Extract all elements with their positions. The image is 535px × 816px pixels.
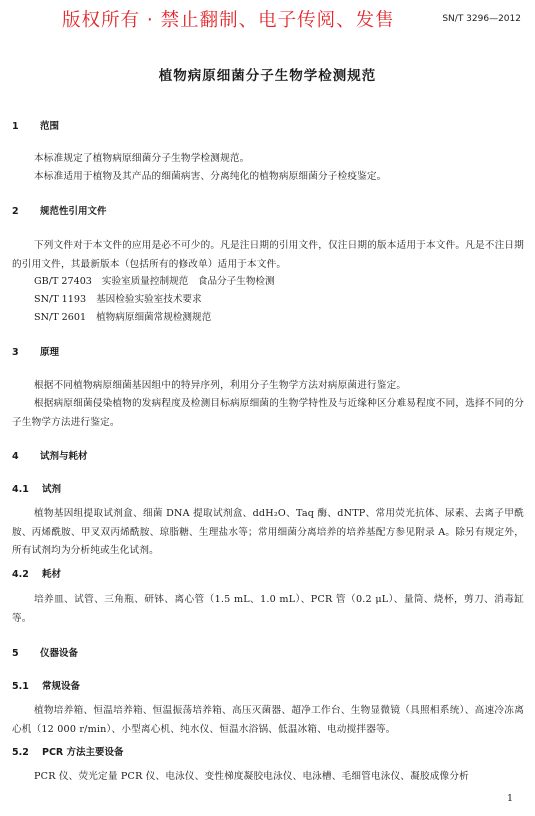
section-title: 范围 xyxy=(40,121,60,132)
section-5-heading xyxy=(12,645,78,663)
reference-code: SN/T 2601 xyxy=(34,312,87,323)
reference-code: GB/T 27403 xyxy=(34,276,92,287)
reference-title: 基因检验实验室技术要求 xyxy=(96,294,202,305)
normative-reference xyxy=(34,309,211,327)
section-2-paragraph-1: 下列文件对于本文件的应用是必不可少的。凡是注日期的引用文件，仅注日期的版本适用于本文件。凡是不注日期的引用文件，其最新版本（包括所有的修改单）适用于本文件。 xyxy=(12,240,524,270)
subsection-number: 5.1 xyxy=(12,681,29,692)
subsection-title: 常规设备 xyxy=(42,681,81,692)
section-title: 规范性引用文件 xyxy=(40,206,107,217)
subsection-4-2-paragraph: 培养皿、试管、三角瓶、研钵、离心管（1.5 mL、1.0 mL）、PCR 管（0.2 μL）、量筒、烧杯，剪刀、消毒缸等。 xyxy=(12,594,524,624)
section-4-heading xyxy=(12,448,88,466)
subsection-5-2-paragraph: PCR 仪、荧光定量 PCR 仪、电泳仪、变性梯度凝胶电泳仪、电泳槽、毛细管电泳仪、凝胶成像分析 xyxy=(34,771,469,782)
section-number: 5 xyxy=(12,648,19,659)
section-title: 试剂与耗材 xyxy=(40,451,88,462)
subsection-title: 耗材 xyxy=(42,569,62,580)
subsection-number: 4.1 xyxy=(12,484,29,495)
subsection-5-1-paragraph: 植物培养箱、恒温培养箱、恒温振荡培养箱、高压灭菌器、超净工作台、生物显微镜（具照相系统）、高速冷冻离心机（12 000 r/min）、小型离心机、纯水仪、恒温水浴锅、低温冰箱、电动搅拌器等。 xyxy=(12,705,524,735)
subsection-5-1-heading xyxy=(12,678,80,696)
section-3-paragraph-1: 根据不同植物病原细菌基因组中的特异序列，利用分子生物学方法对病原菌进行鉴定。 xyxy=(34,380,407,391)
subsection-4-2-heading xyxy=(12,566,61,584)
section-title: 原理 xyxy=(40,347,60,358)
subsection-number: 5.2 xyxy=(12,747,29,758)
section-number: 3 xyxy=(12,347,19,358)
normative-reference xyxy=(34,273,275,291)
section-1-paragraph-1: 本标准规定了植物病原细菌分子生物学检测规范。 xyxy=(34,153,250,164)
section-3-heading xyxy=(12,344,59,362)
subsection-4-1-heading xyxy=(12,481,61,499)
section-number: 4 xyxy=(12,451,19,462)
reference-title: 植物病原细菌常规检测规范 xyxy=(96,312,212,323)
subsection-number: 4.2 xyxy=(12,569,29,580)
section-title: 仪器设备 xyxy=(40,648,79,659)
section-number: 1 xyxy=(12,121,19,132)
reference-title: 实验室质量控制规范 食品分子生物检测 xyxy=(101,276,275,287)
standard-code: SN/T 3296—2012 xyxy=(442,14,521,24)
section-2-heading xyxy=(12,203,107,221)
subsection-title: 试剂 xyxy=(42,484,62,495)
section-3-paragraph-2: 根据病原细菌侵染植物的发病程度及检测目标病原细菌的生物学特性及与近缘种区分难易程度不同，选择不同的分子生物学方法进行鉴定。 xyxy=(12,398,524,428)
subsection-title: PCR 方法主要设备 xyxy=(42,747,124,758)
normative-reference xyxy=(34,291,202,309)
section-1-heading xyxy=(12,118,59,136)
copyright-watermark: 版权所有 · 禁止翻制、电子传阅、发售 xyxy=(62,10,395,31)
subsection-5-2-heading xyxy=(12,744,124,762)
reference-code: SN/T 1193 xyxy=(34,294,87,305)
subsection-4-1-paragraph: 植物基因组提取试剂盒、细菌 DNA 提取试剂盒、ddH₂O、Taq 酶、dNTP、常用荧光抗体、尿素、去离子甲酰胺、丙烯酰胺、甲叉双丙烯酰胺、琼脂糖、生理盐水等；常用细菌分离培养的培养基配方参见附录 A。除另有规定外，所有试剂均为分析纯或生化试剂。 xyxy=(12,508,524,556)
page-number: 1 xyxy=(506,793,513,804)
section-1-paragraph-2: 本标准适用于植物及其产品的细菌病害、分离纯化的植物病原细菌分子检疫鉴定。 xyxy=(34,171,387,182)
section-number: 2 xyxy=(12,206,19,217)
document-title: 植物病原细菌分子生物学检测规范 xyxy=(158,68,377,84)
